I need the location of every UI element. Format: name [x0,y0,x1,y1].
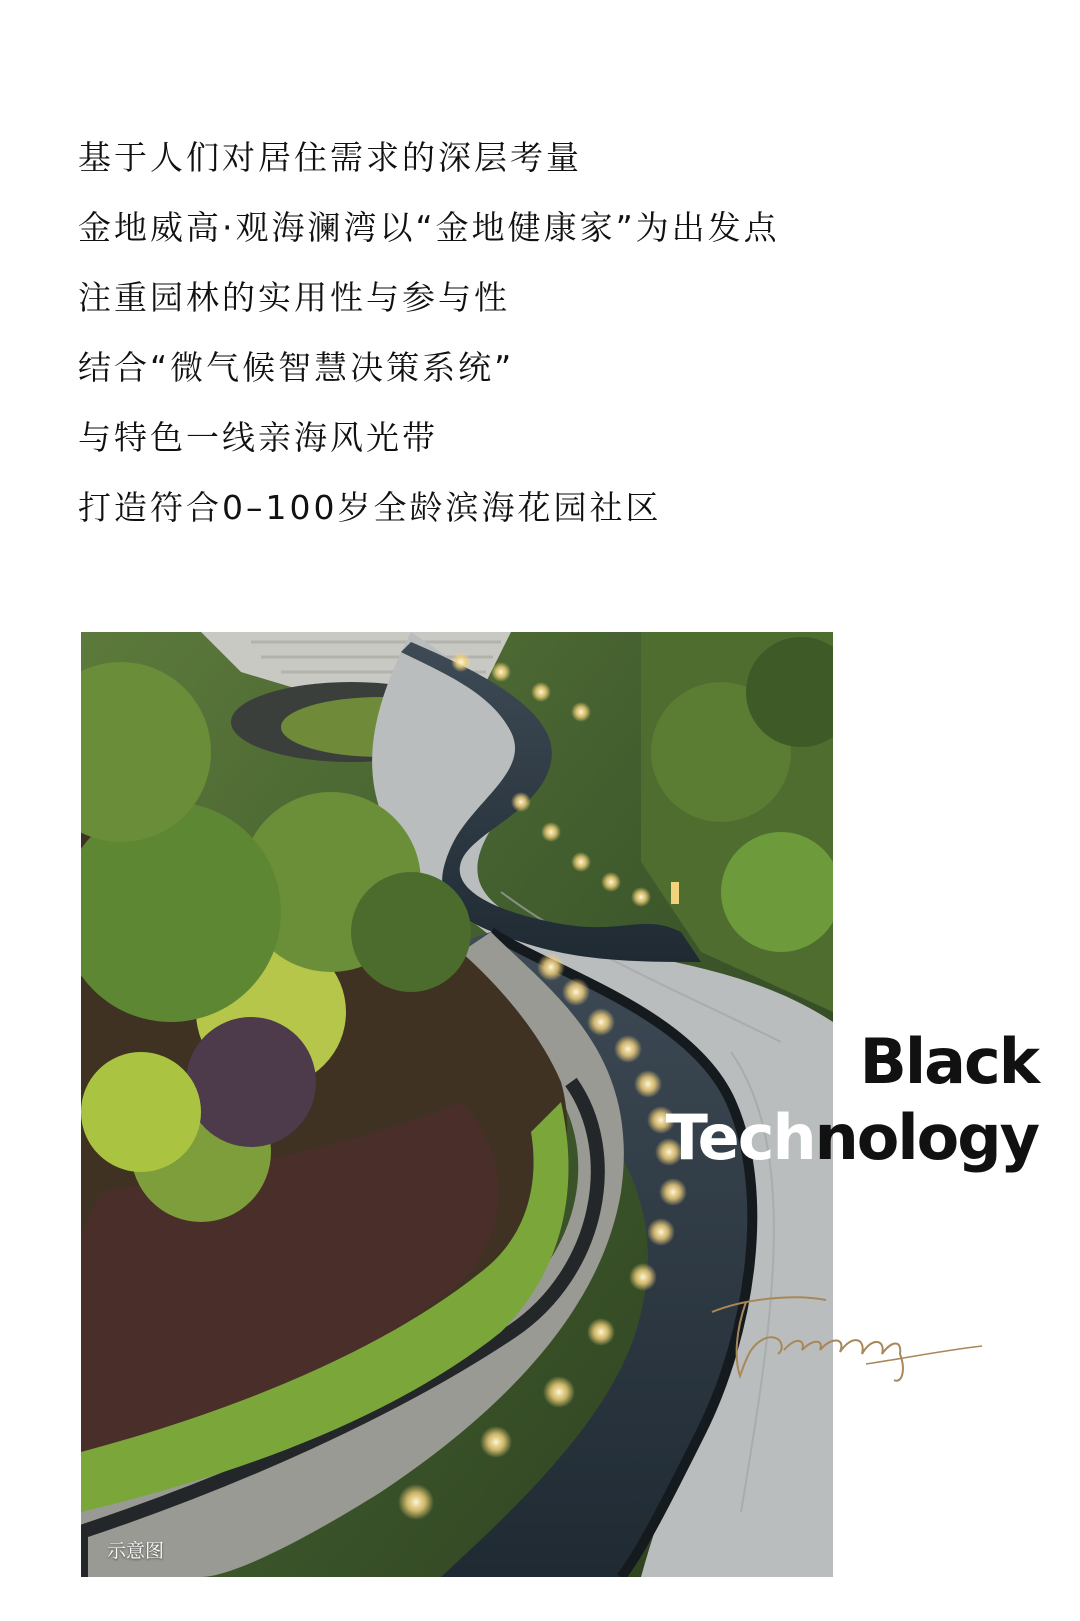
intro-paragraph [78,132,978,552]
headline-word-technology [666,1100,1038,1176]
headline-word-black: Black [859,1025,1038,1098]
technology-signature [706,1280,986,1390]
headline-black-technology [666,1024,1038,1176]
intro-line-5: 与特色一线亲海风光带 [78,418,438,457]
headline-word-tech: Tech [665,1101,815,1174]
intro-line-2: 金地威高·观海澜湾以“金地健康家”为出发点 [78,208,780,247]
headline-word-nology: nology [814,1101,1038,1174]
intro-line-4: 结合“微气候智慧决策系统” [78,348,515,387]
photo-caption: 示意图 [107,1540,165,1562]
intro-line-1: 基于人们对居住需求的深层考量 [78,138,582,177]
intro-line-3: 注重园林的实用性与参与性 [78,278,510,317]
intro-line-6: 打造符合0–100岁全龄滨海花园社区 [78,488,662,527]
